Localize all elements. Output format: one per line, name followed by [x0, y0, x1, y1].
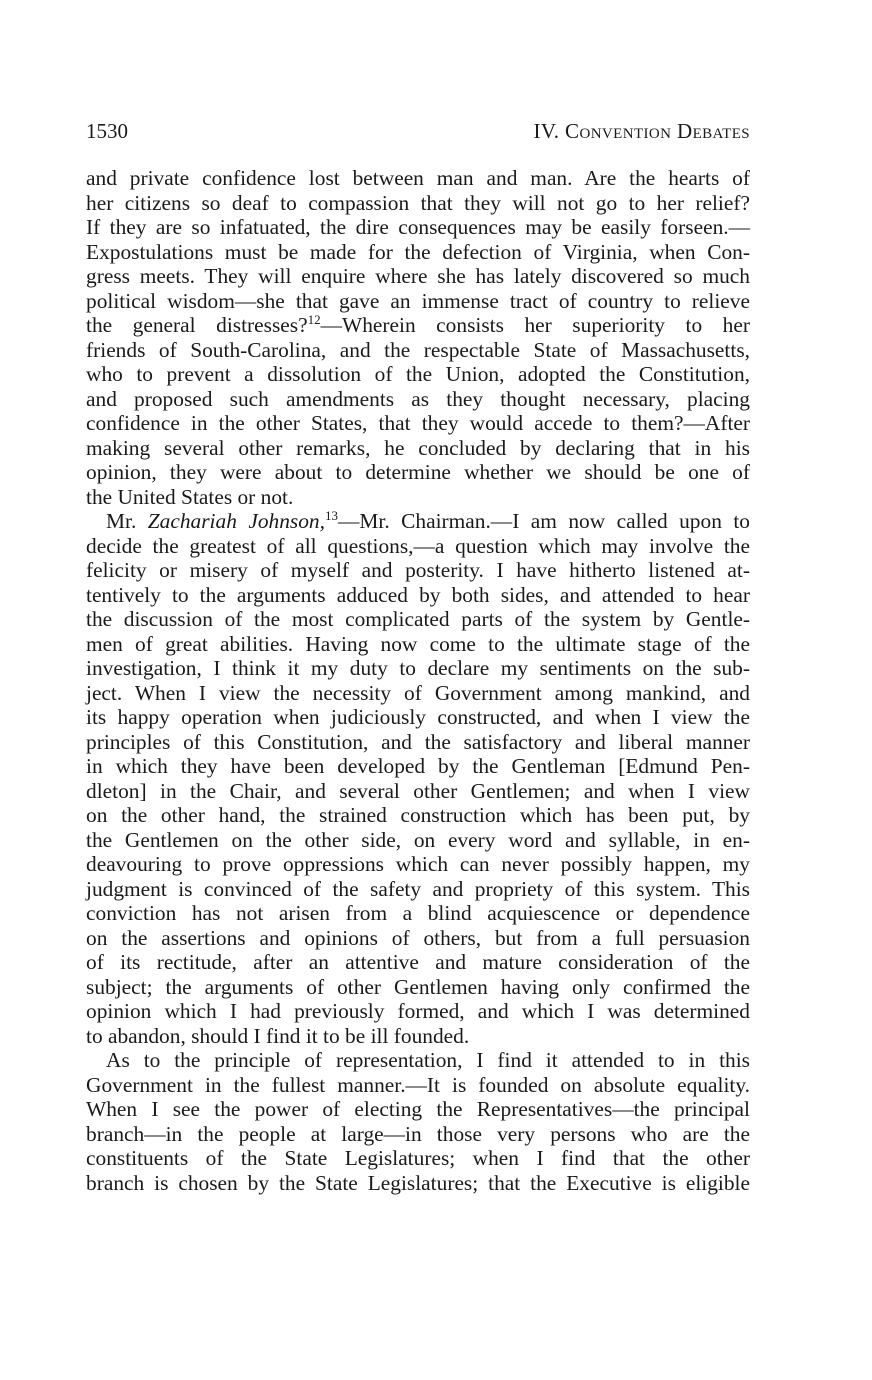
footnote-ref: 13 — [324, 508, 338, 523]
text-line: ject. When I view the necessity of Government among mankind, and — [86, 680, 750, 705]
text-line: deavouring to prove oppressions which can never possibly happen, my — [86, 852, 750, 876]
text-line: tentively to the arguments adduced by both sides, and attended to hear — [86, 582, 750, 607]
speaker-prefix: Mr. — [106, 509, 148, 533]
text-line: gress meets. They will enquire where she has lately discovered so much — [86, 264, 750, 288]
text-line: making several other remarks, he concluded by declaring that in his — [86, 435, 750, 460]
text-line: branch is chosen by the State Legislatures; that the Executive is eligible — [86, 1170, 750, 1195]
text-line: in which they have been developed by the Gentleman [Edmund Pen- — [86, 754, 750, 778]
text-line: subject; the arguments of other Gentlemen having only confirmed the — [86, 974, 750, 999]
text-line: If they are so infatuated, the dire consequences may be easily forseen.— — [86, 215, 750, 239]
paragraph-2 — [86, 509, 750, 1048]
text-line: Expostulations must be made for the defection of Virginia, when Con- — [86, 239, 750, 264]
text-line: her citizens so deaf to compassion that they will not go to her relief? — [86, 190, 750, 215]
text-fragment: —Mr. Chairman.—I am now called upon to — [337, 509, 750, 533]
text-line: the Gentlemen on the other side, on every word and syllable, in en- — [86, 827, 750, 852]
text-line: political wisdom—she that gave an immense tract of country to relieve — [86, 288, 750, 313]
text-line: judgment is convinced of the safety and propriety of this system. This — [86, 876, 750, 901]
text-line: conviction has not arisen from a blind acquiescence or dependence — [86, 901, 750, 925]
section-title: IV. Convention Debates — [533, 119, 750, 143]
text-line: and private confidence lost between man and man. Are the hearts of — [86, 166, 750, 190]
text-line — [86, 313, 750, 338]
footnote-ref: 12 — [307, 312, 321, 327]
speaker-name: Zachariah Johnson, — [147, 509, 325, 533]
text-line: constituents of the State Legislatures; when I find that the other — [86, 1146, 750, 1170]
text-line: and proposed such amendments as they thought necessary, placing — [86, 386, 750, 411]
text-line: on the other hand, the strained construction which has been put, by — [86, 803, 750, 827]
text-fragment: —Wherein consists her superiority to her — [320, 313, 750, 337]
text-line: investigation, I think it my duty to declare my sentiments on the sub- — [86, 656, 750, 680]
text-line: the United States or not. — [86, 484, 294, 509]
text-line: its happy operation when judiciously constructed, and when I view the — [86, 705, 750, 729]
body-text — [86, 166, 750, 1195]
text-fragment: the general distresses? — [86, 313, 308, 337]
text-line: the discussion of the most complicated parts of the system by Gentle- — [86, 607, 750, 631]
running-head — [86, 118, 750, 144]
text-line: who to prevent a dissolution of the Union, adopted the Constitution, — [86, 362, 750, 386]
text-line: As to the principle of representation, I find it attended to in this — [106, 1048, 750, 1072]
text-line: men of great abilities. Having now come to the ultimate stage of the — [86, 631, 750, 656]
text-line: decide the greatest of all questions,—a question which may involve the — [86, 533, 750, 558]
page-number: 1530 — [86, 119, 128, 143]
text-line: When I see the power of electing the Representatives—the principal — [86, 1097, 750, 1121]
text-line: principles of this Constitution, and the satisfactory and liberal manner — [86, 729, 750, 754]
text-line: felicity or misery of myself and posterity. I have hitherto listened at- — [86, 558, 750, 582]
text-line: friends of South-Carolina, and the respectable State of Massachusetts, — [86, 337, 750, 362]
text-line: on the assertions and opinions of others, but from a full persuasion — [86, 925, 750, 950]
document-page — [86, 118, 750, 1195]
text-line: branch—in the people at large—in those very persons who are the — [86, 1121, 750, 1146]
text-line: confidence in the other States, that they would accede to them?—After — [86, 411, 750, 435]
text-line: opinion which I had previously formed, and which I was determined — [86, 999, 750, 1023]
text-line: Government in the fullest manner.—It is founded on absolute equality. — [86, 1072, 750, 1097]
text-line: to abandon, should I find it to be ill founded. — [86, 1023, 470, 1048]
text-line: opinion, they were about to determine whether we should be one of — [86, 460, 750, 484]
text-line: dleton] in the Chair, and several other Gentlemen; and when I view — [86, 778, 750, 803]
paragraph-1 — [86, 166, 750, 509]
text-line — [86, 509, 750, 534]
paragraph-3 — [86, 1048, 750, 1195]
text-line: of its rectitude, after an attentive and mature consideration of the — [86, 950, 750, 974]
